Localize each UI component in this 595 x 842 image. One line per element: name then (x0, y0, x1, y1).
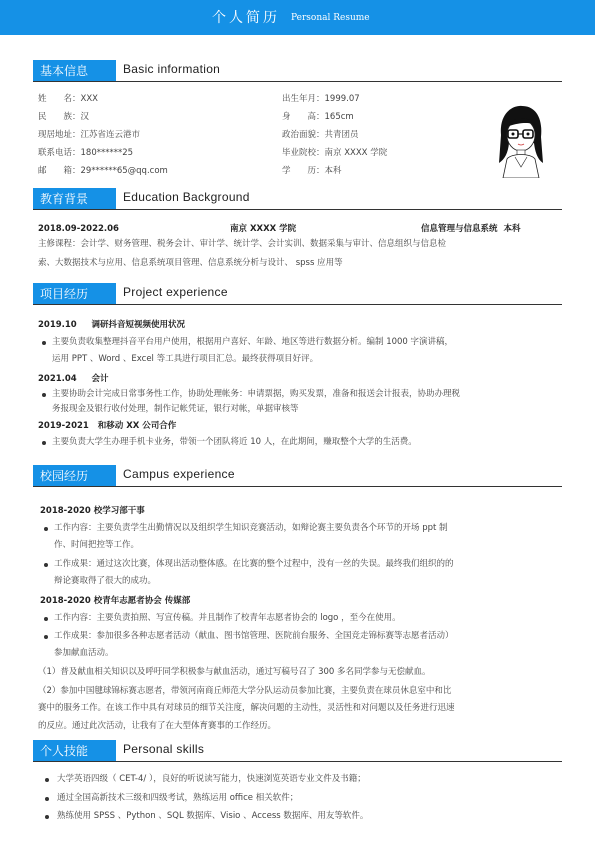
section-title-en: Basic information (123, 62, 221, 76)
project-line: 主要负责收集整理抖音平台用户使用，根据用户喜好、年龄、地区等进行数据分析。编制 1000 字演讲稿， (52, 337, 454, 347)
section-divider (33, 81, 562, 82)
bullet-icon (45, 815, 49, 819)
campus-note: 赛中的服务工作。在该工作中具有对球员的细节关注度，解决问题的主动性，灵活性和对问题以及任务进行迅速 (38, 703, 455, 713)
section-title-en: Project experience (123, 285, 228, 299)
project-line: 运用 PPT 、Word 、Excel 等工具进行项目汇总。最终获得项目好评。 (52, 354, 319, 364)
info-row: 联系电话：180******25 (38, 148, 134, 158)
campus-line: 工作内容：主要负责学生出勤情况以及组织学生知识竞赛活动，如辩论赛主要负责各个环节的开场 ppt 制 (54, 523, 448, 533)
section-campus (33, 465, 562, 487)
project-line: 主要负责大学生办理手机卡业务，带领一个团队将近 10 人，在此期间，赚取整个大学的生活费。 (52, 437, 417, 447)
skill-line: 通过全国高新技术三级和四级考试，熟练运用 office 相关软件； (57, 793, 299, 803)
edu-major: 信息管理与信息系统 本科 (421, 224, 521, 234)
section-tag: 个人技能 (33, 740, 116, 762)
section-skills (33, 740, 562, 762)
bullet-icon (44, 563, 48, 567)
info-row: 现居地址：江苏省连云港市 (38, 130, 141, 140)
edu-school: 南京 XXXX 学院 (230, 224, 297, 234)
project-line: 主要协助会计完成日常事务性工作，协助处理帐务：申请票据，购买发票，准备和报送会计报表，协助办理税 (52, 389, 461, 399)
bullet-icon (42, 393, 46, 397)
campus-note: （1）普及献血相关知识以及呼吁同学积极参与献血活动，通过写稿号召了 300 多名同学参与无偿献血。 (38, 667, 431, 677)
resume-title: 个人简历 (212, 10, 280, 26)
campus-header: 2018-2020 校学习部干事 (40, 506, 145, 516)
info-row: 身 高：165cm (282, 112, 354, 122)
skill-line: 大学英语四级（ CET-4/ ），良好的听说读写能力，快速浏览英语专业文件及书籍； (57, 774, 366, 784)
section-title-en: Education Background (123, 190, 250, 204)
bullet-icon (42, 341, 46, 345)
campus-line: 辩论赛取得了很大的成功。 (54, 576, 157, 586)
project-header: 2019.10 调研抖音短视频使用状况 (38, 320, 186, 330)
info-row: 学 历：本科 (282, 166, 342, 176)
bullet-icon (44, 527, 48, 531)
campus-line: 工作成果：参加很多各种志愿者活动（献血、图书馆管理、医院前台服务、全国竞走锦标赛等志愿者活动） (54, 631, 454, 641)
avatar (493, 103, 548, 178)
header-bar (0, 0, 595, 35)
campus-line: 工作内容：主要负责拍照、写宣传稿。并且制作了校青年志愿者协会的 logo ，至今在使用。 (54, 613, 401, 623)
edu-period: 2018.09-2022.06 (38, 224, 119, 234)
bullet-icon (44, 635, 48, 639)
section-tag: 项目经历 (33, 283, 116, 305)
campus-header: 2018-2020 校青年志愿者协会 传媒部 (40, 596, 191, 606)
info-row: 姓 名：XXX (38, 94, 98, 104)
edu-courses: 主修课程：会计学、财务管理、税务会计、审计学、统计学、会计实训、数据采集与审计、信息组织与信息检 (38, 239, 447, 249)
section-tag: 校园经历 (33, 465, 116, 487)
campus-note: 的反应。通过此次活动，让我有了在大型体育赛事的工作经历。 (38, 721, 277, 731)
resume-title-en: Personal Resume (291, 13, 370, 23)
bullet-icon (45, 797, 49, 801)
info-row: 毕业院校：南京 XXXX 学院 (282, 148, 388, 158)
campus-line: 参加献血活动。 (54, 648, 114, 658)
info-row: 政治面貌：共青团员 (282, 130, 359, 140)
section-title-en: Personal skills (123, 742, 205, 756)
campus-note: （2）参加中国毽球锦标赛志愿者，带领河南商丘师范大学分队运动员参加比赛，主要负责在球员休息室中和比 (38, 686, 452, 696)
section-divider (33, 209, 562, 210)
campus-line: 工作成果：通过这次比赛，体现出活动整体感。在比赛的整个过程中，没有一丝的失误。最终我们组织的的 (54, 559, 454, 569)
project-header: 2019-2021 和移动 XX 公司合作 (38, 421, 177, 431)
section-title-en: Campus experience (123, 467, 235, 481)
project-line: 务报现金及银行收付处理，制作记帐凭证，银行对帐，单据审核等 (52, 404, 299, 414)
section-divider (33, 486, 562, 487)
section-divider (33, 761, 562, 762)
section-divider (33, 304, 562, 305)
section-tag: 基本信息 (33, 60, 116, 82)
info-row: 民 族：汉 (38, 112, 90, 122)
section-education (33, 188, 562, 210)
info-row: 邮 箱：29******65@qq.com (38, 166, 168, 176)
edu-courses: 索、大数据技术与应用、信息系统项目管理、信息系统分析与设计、 spss 应用等 (38, 258, 343, 268)
skill-line: 熟练使用 SPSS 、Python 、SQL 数据库、Visio 、Access 数据库、用友等软件。 (57, 811, 369, 821)
project-header: 2021.04 会计 (38, 374, 109, 384)
section-tag: 教育背景 (33, 188, 116, 210)
bullet-icon (45, 778, 49, 782)
campus-line: 作、时间把控等工作。 (54, 540, 140, 550)
section-projects (33, 283, 562, 305)
bullet-icon (44, 617, 48, 621)
section-basic-info (33, 60, 562, 82)
bullet-icon (42, 441, 46, 445)
info-row: 出生年月：1999.07 (282, 94, 360, 104)
